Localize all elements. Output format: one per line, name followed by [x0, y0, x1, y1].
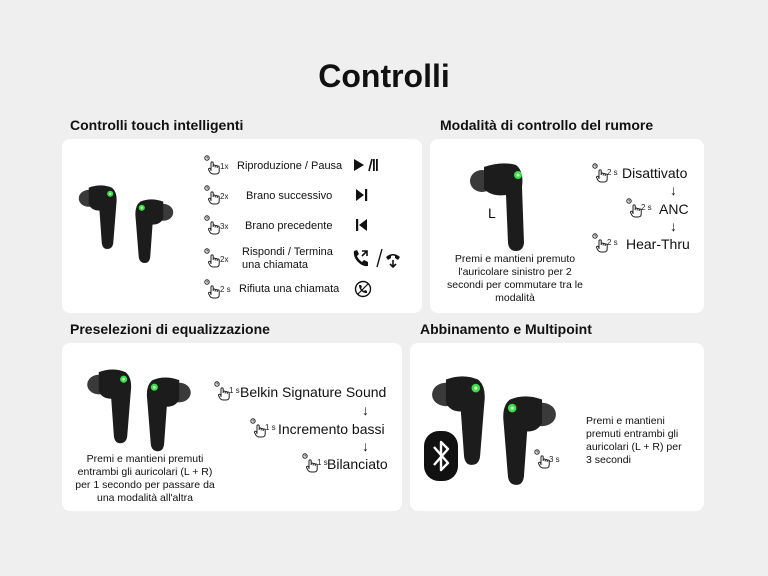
pairing-heading: Abbinamento e Multipoint: [420, 321, 592, 337]
earbud-left-image: [468, 155, 536, 253]
earbud-right-image: [138, 373, 192, 453]
eq-preset-label: Belkin Signature Sound: [240, 384, 387, 400]
down-arrow-icon: ↓: [670, 218, 677, 234]
earbud-right-image: [490, 391, 560, 487]
noise-caption: Premi e mantieni premuto l'auricolare sinistro per 2 secondi per commutare tra le modalità: [447, 253, 583, 304]
play-pause-icon: [352, 157, 378, 173]
reject-call-icon: [354, 280, 372, 298]
gesture-count: 1 s: [317, 458, 328, 467]
eq-preset-label: Bilanciato: [327, 456, 388, 472]
answer-end-call-icon: [350, 247, 402, 269]
noise-card: [430, 139, 704, 313]
control-label: Riproduzione / Pausa: [237, 160, 343, 172]
down-arrow-icon: ↓: [362, 438, 369, 454]
eq-heading: Preselezioni di equalizzazione: [70, 321, 270, 337]
gesture-count: 1 s: [229, 386, 240, 395]
control-label: Rispondi / Termina una chiamata: [242, 246, 333, 271]
mode-label: ANC: [659, 201, 689, 217]
gesture-count: 2x: [220, 192, 229, 201]
pairing-caption: Premi e mantieni premuti entrambi gli auricolari (L + R) per 3 secondi: [586, 415, 682, 466]
gesture-count: 2 s: [607, 168, 618, 177]
gesture-count: 2 s: [220, 285, 231, 294]
eq-preset-label: Incremento bassi: [278, 421, 385, 437]
down-arrow-icon: ↓: [670, 182, 677, 198]
down-arrow-icon: ↓: [362, 402, 369, 418]
control-label: Rifiuta una chiamata: [239, 283, 340, 295]
gesture-count: 1x: [220, 162, 229, 171]
gesture-count: 3x: [220, 222, 229, 231]
gesture-count: 2 s: [607, 238, 618, 247]
touch-card: [62, 139, 422, 313]
gesture-count: 3 s: [549, 455, 560, 464]
earbud-right-image: [128, 195, 174, 265]
next-track-icon: [354, 188, 370, 202]
noise-heading: Modalità di controllo del rumore: [440, 117, 654, 133]
eq-caption: Premi e mantieni premuti entrambi gli auricolari (L + R) per 1 secondo per passare da una modalità all'altra: [75, 453, 215, 504]
pairing-card: [410, 343, 704, 511]
control-label: Brano successivo: [246, 190, 333, 202]
previous-track-icon: [354, 218, 370, 232]
gesture-count: 2 s: [641, 203, 652, 212]
control-label: Brano precedente: [245, 220, 333, 232]
earbud-left-image: [78, 181, 124, 251]
eq-card: [62, 343, 402, 511]
earbud-side-label: L: [488, 205, 496, 221]
mode-label: Hear-Thru: [626, 236, 690, 252]
page-title: Controlli: [318, 58, 450, 94]
mode-label: Disattivato: [622, 165, 688, 181]
earbud-left-image: [428, 371, 498, 467]
gesture-count: 1 s: [265, 423, 276, 432]
touch-heading: Controlli touch intelligenti: [70, 117, 244, 133]
earbud-left-image: [86, 365, 140, 445]
gesture-count: 2x: [220, 255, 229, 264]
